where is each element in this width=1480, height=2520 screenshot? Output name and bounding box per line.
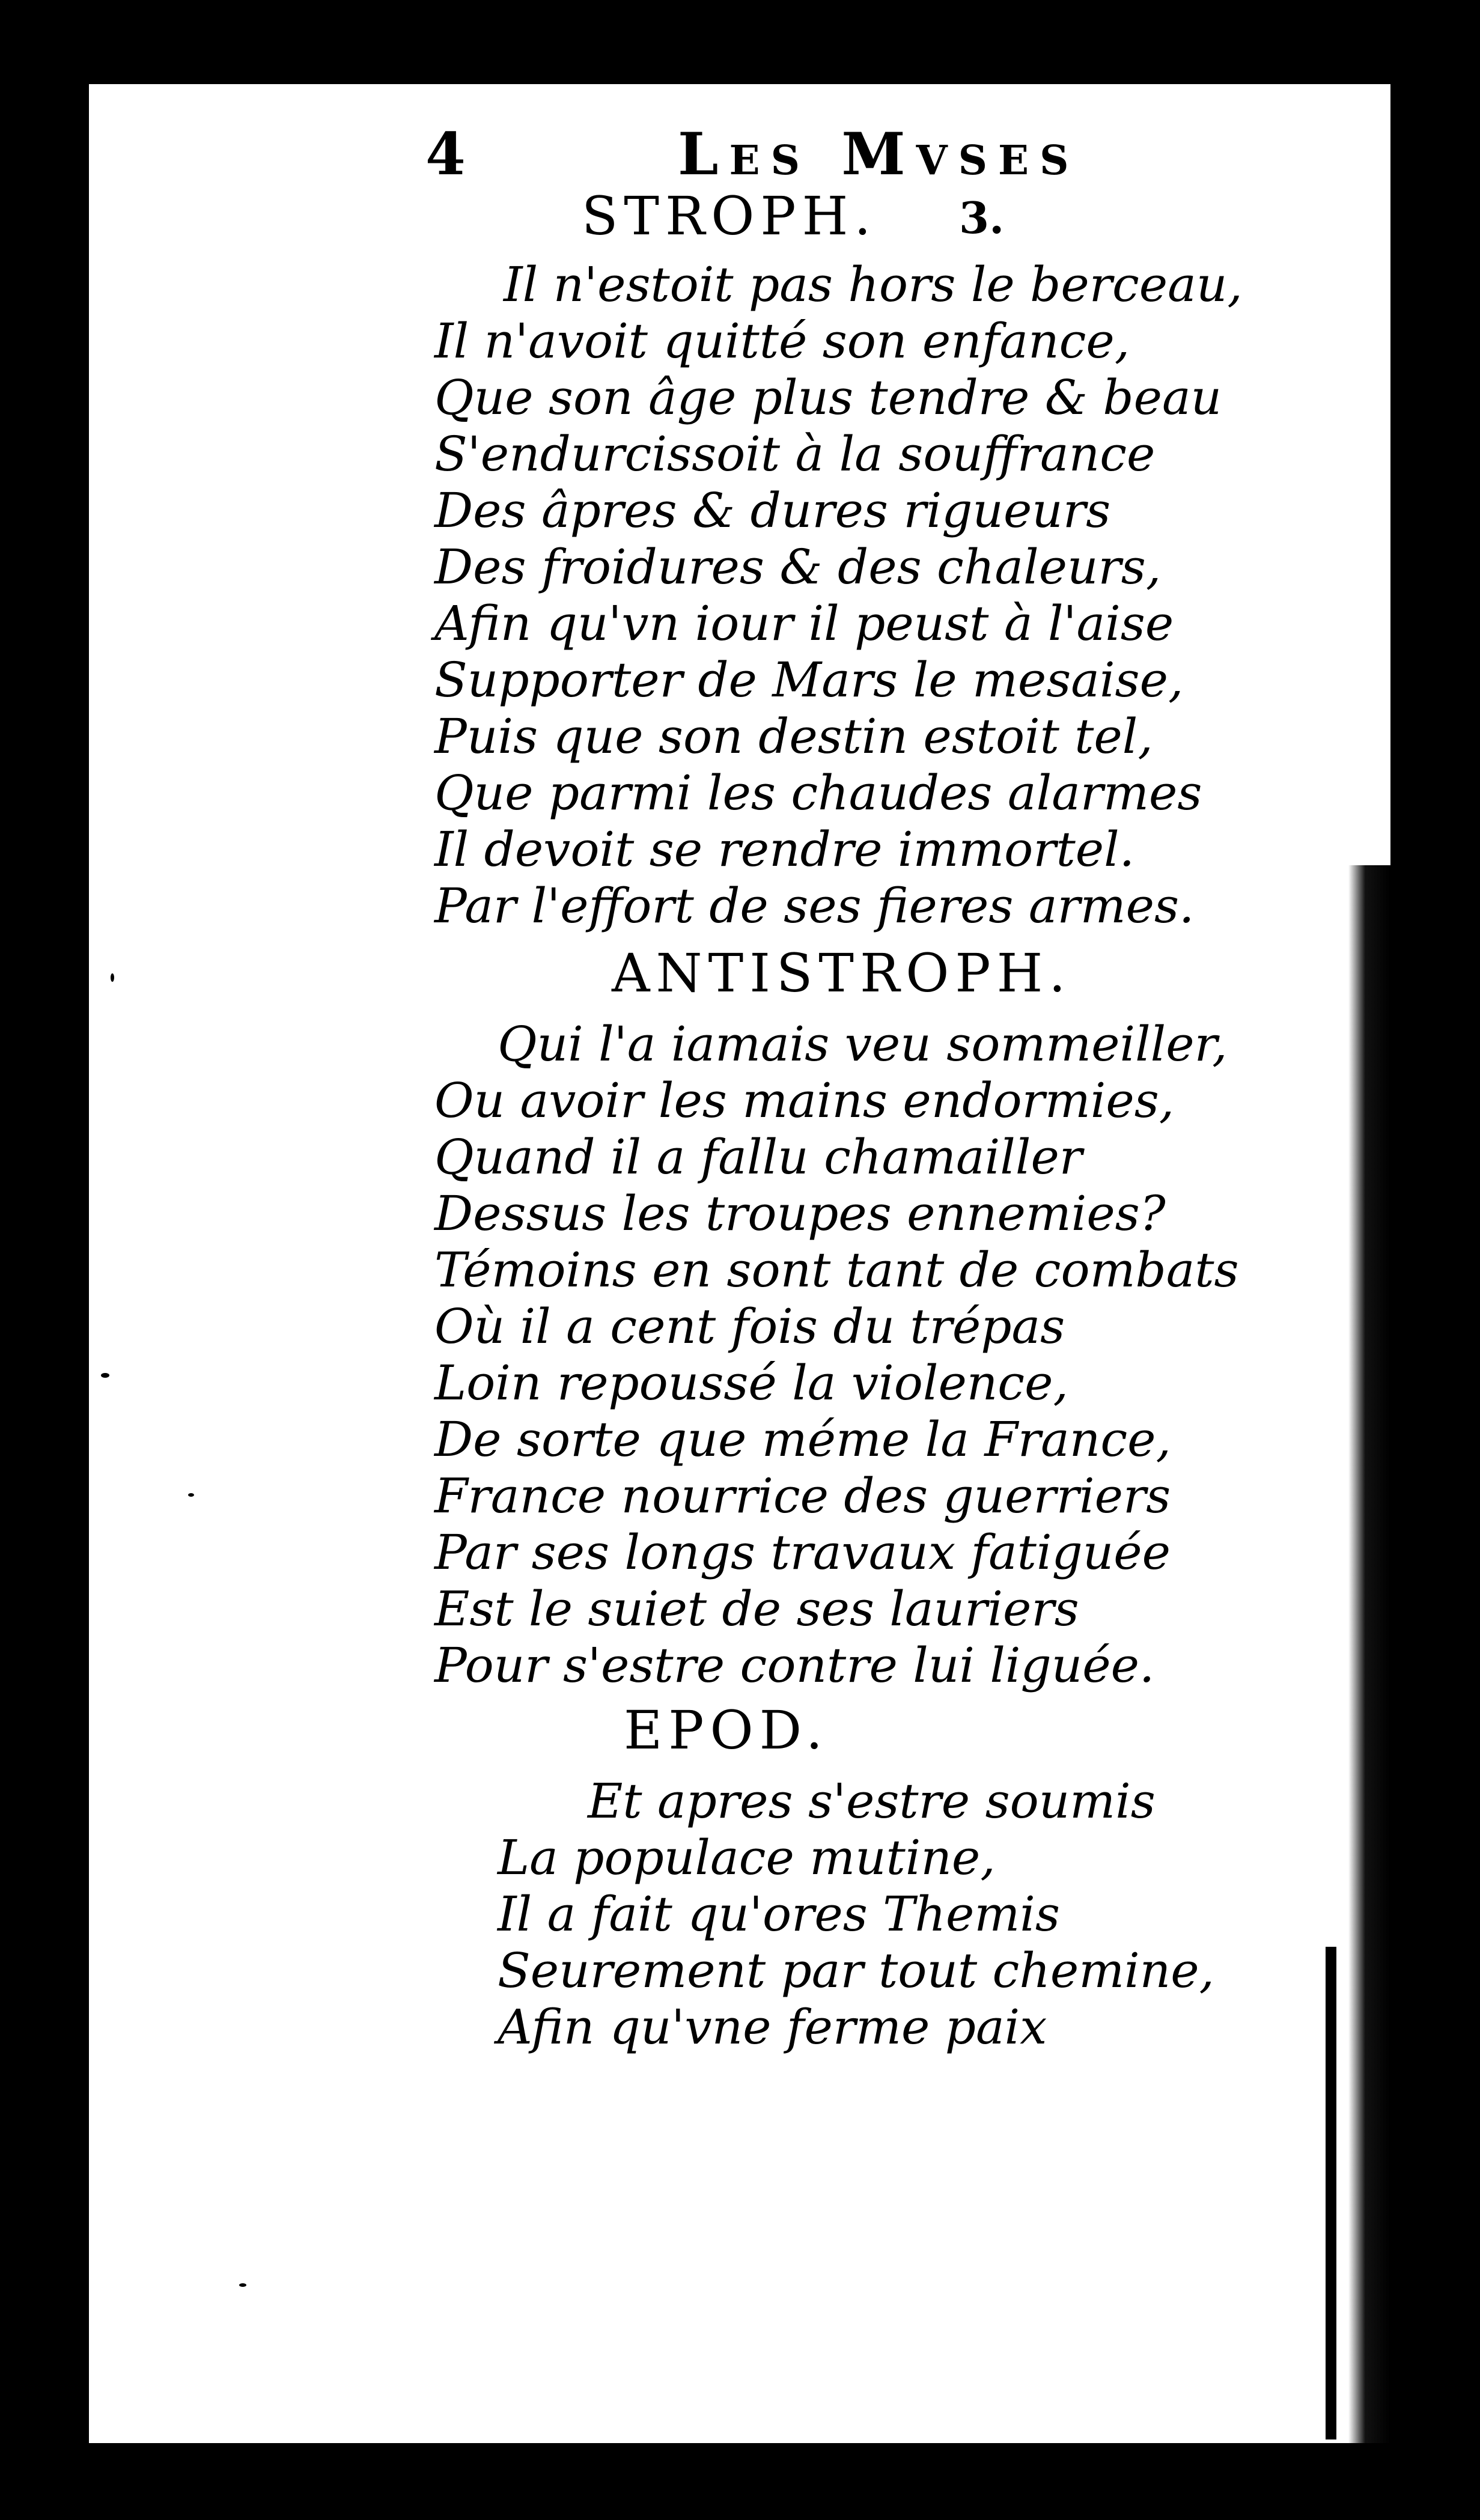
verse-line: Quand il a fallu chamailler xyxy=(434,1129,1083,1185)
verse-line: Témoins en sont tant de combats xyxy=(434,1242,1239,1298)
scan-speck xyxy=(111,973,114,982)
verse-line: Que parmi les chaudes alarmes xyxy=(434,765,1202,821)
verse-line: Afin qu'vn iour il peust à l'aise xyxy=(434,595,1174,651)
scan-speck xyxy=(101,1373,109,1378)
verse-line: Il a fait qu'ores Themis xyxy=(498,1886,1060,1942)
verse-line: Il n'avoit quitté son enfance, xyxy=(434,313,1130,369)
verse-line: Supporter de Mars le mesaise, xyxy=(434,652,1184,708)
verse-line: Et apres s'estre soumis xyxy=(588,1773,1156,1829)
verse-line: Seurement par tout chemine, xyxy=(498,1943,1214,1998)
verse-line: Des âpres & dures rigueurs xyxy=(434,482,1111,538)
verse-line: Pour s'estre contre lui liguée. xyxy=(434,1637,1155,1693)
verse-line: Qui l'a iamais veu sommeiller, xyxy=(498,1016,1228,1072)
verse-line: Est le suiet de ses lauriers xyxy=(434,1581,1079,1637)
scan-speck xyxy=(188,1493,194,1497)
verse-line: La populace mutine, xyxy=(498,1830,996,1885)
verse-line: Il n'estoit pas hors le berceau, xyxy=(504,257,1243,312)
verse-line: Il devoit se rendre immortel. xyxy=(434,821,1135,877)
running-head: Les Mvses xyxy=(678,120,1080,188)
verse-line: Puis que son destin estoit tel, xyxy=(434,708,1153,764)
antistrophe-heading: ANTISTROPH. xyxy=(612,942,1072,1004)
verse-line: Des froidures & des chaleurs, xyxy=(434,539,1162,595)
verse-line: Ou avoir les mains endormies, xyxy=(434,1073,1175,1128)
verse-line: Que son âge plus tendre & beau xyxy=(434,370,1222,425)
verse-line: Par l'effort de ses fieres armes. xyxy=(434,878,1195,934)
verse-line: Loin repoussé la violence, xyxy=(434,1355,1068,1411)
strophe-heading: STROPH. xyxy=(582,185,877,247)
verse-line: Afin qu'vne ferme paix xyxy=(498,1999,1047,2055)
verse-line: S'endurcissoit à la souffrance xyxy=(434,426,1156,482)
epode-heading: EPOD. xyxy=(624,1699,829,1761)
verse-line: Dessus les troupes ennemies? xyxy=(434,1185,1166,1241)
scan-speck xyxy=(239,2283,246,2287)
page-number: 4 xyxy=(425,120,466,188)
verse-line: De sorte que méme la France, xyxy=(434,1411,1171,1467)
verse-line: France nourrice des guerriers xyxy=(434,1468,1171,1524)
page-text xyxy=(89,84,1390,2443)
page-sheet xyxy=(89,84,1390,2443)
verse-line: Où il a cent fois du trépas xyxy=(434,1298,1065,1354)
verse-line: Par ses longs travaux fatiguée xyxy=(434,1524,1171,1580)
strophe-number: 3. xyxy=(959,192,1005,243)
